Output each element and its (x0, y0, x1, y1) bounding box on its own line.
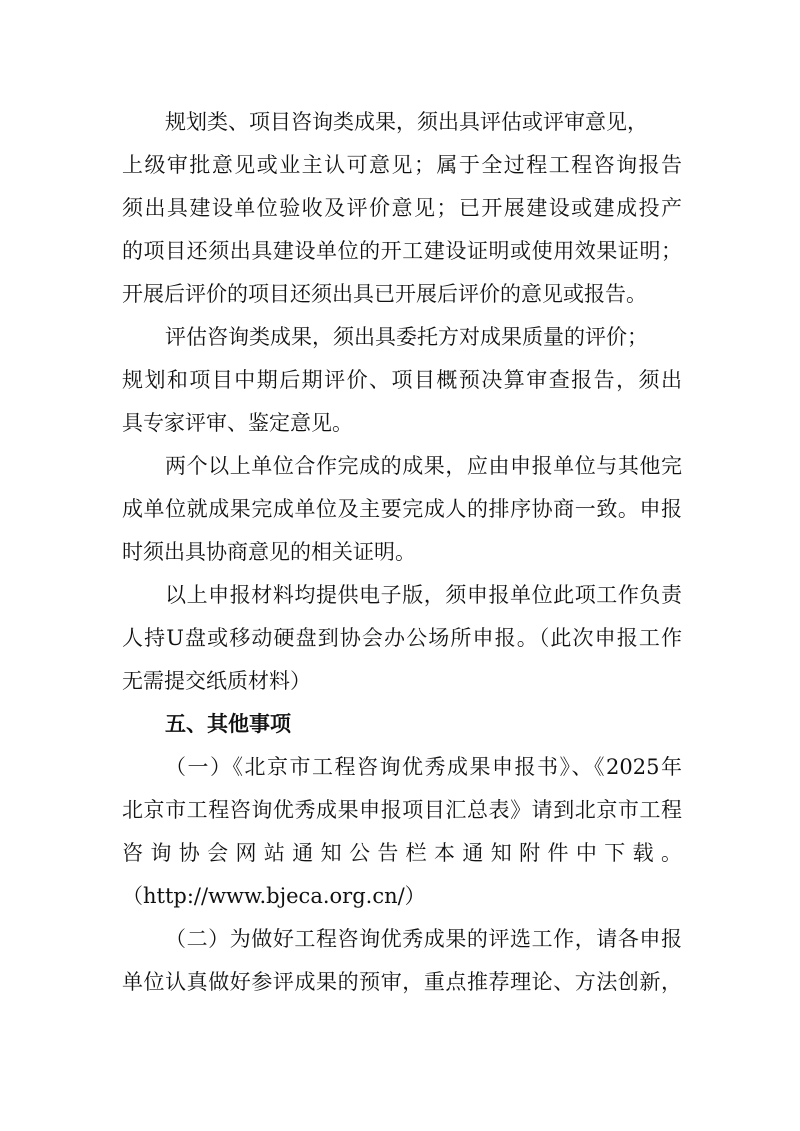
text-line-2: 上级审批意见或业主认可意见；属于全过程工程咨询报告 (122, 153, 682, 177)
text-line-14: 无需提交纸质材料） (122, 669, 311, 693)
text-line-1: 规划类、项目咨询类成果，须出具评估或评审意见， (165, 110, 648, 134)
text-line-5: 开展后评价的项目还须出具已开展后评价的意见或报告。 (122, 282, 647, 306)
section-heading: 五、其他事项 (165, 712, 291, 736)
text-line-13: 人持U盘或移动硬盘到协会办公场所申报。（此次申报工作 (122, 626, 682, 650)
text-line-6: 评估咨询类成果，须出具委托方对成果质量的评价； (165, 325, 648, 349)
text-line-11: 时须出具协商意见的相关证明。 (122, 540, 416, 564)
text-line-7: 规划和项目中期后期评价、项目概预决算审查报告，须出 (122, 368, 682, 392)
text-line-12: 以上申报材料均提供电子版，须申报单位此项工作负责 (165, 583, 682, 607)
text-line-16: （一）《北京市工程咨询优秀成果申报书》、《2025年 (165, 755, 682, 779)
text-line-3: 须出具建设单位验收及评价意见；已开展建设或建成投产 (122, 196, 682, 220)
text-line-10: 成单位就成果完成单位及主要完成人的排序协商一致。申报 (122, 497, 682, 521)
text-line-18: 咨询协会网站通知公告栏本通知附件中下载。 (122, 841, 682, 865)
website-url: （http://www.bjeca.org.cn/） (122, 884, 426, 908)
text-line-17: 北京市工程咨询优秀成果申报项目汇总表》请到北京市工程 (122, 798, 682, 822)
text-line-4: 的项目还须出具建设单位的开工建设证明或使用效果证明； (122, 239, 682, 263)
text-line-21: 单位认真做好参评成果的预审，重点推荐理论、方法创新， (122, 970, 682, 994)
text-line-8: 具专家评审、鉴定意见。 (122, 411, 353, 435)
text-line-20: （二）为做好工程咨询优秀成果的评选工作，请各申报 (165, 927, 682, 951)
text-line-9: 两个以上单位合作完成的成果，应由申报单位与其他完 (165, 454, 682, 478)
